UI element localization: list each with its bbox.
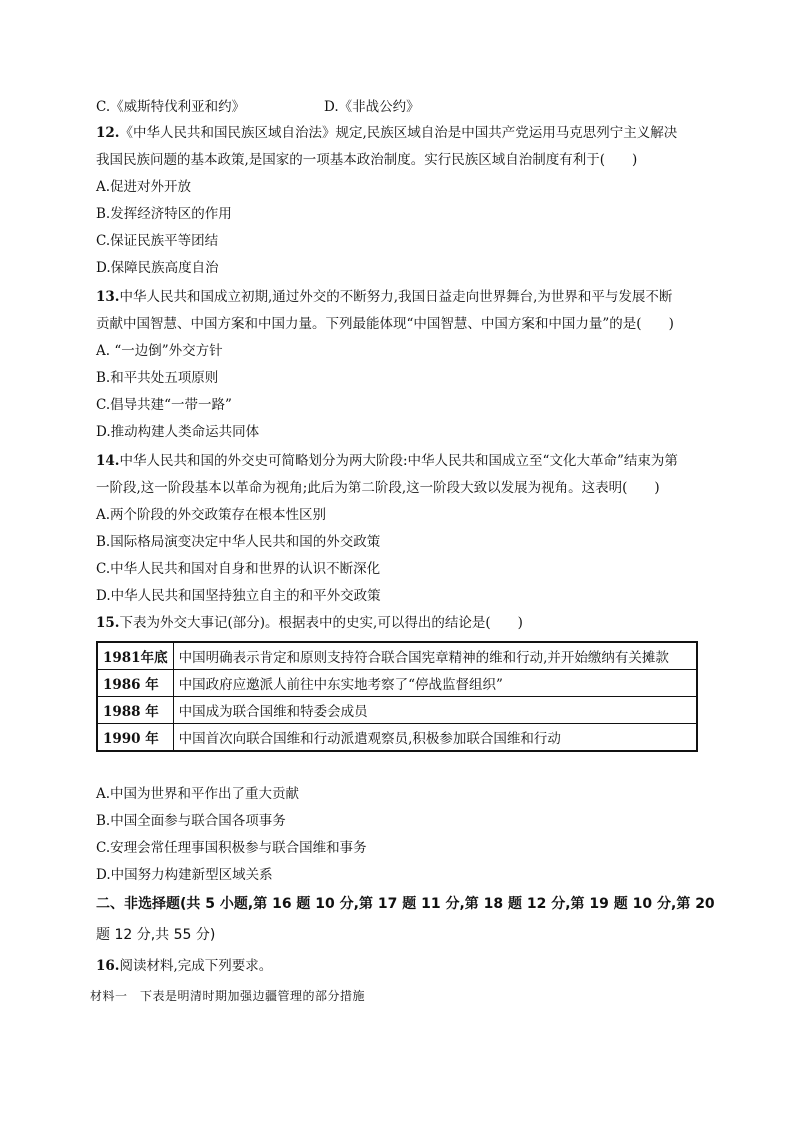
q14-stem-line1 bbox=[96, 452, 678, 470]
table-cell-year: 1986 年 bbox=[97, 670, 173, 697]
q12-number: 12. bbox=[96, 125, 120, 141]
q16-stem-text1: 阅读材料,完成下列要求。 bbox=[119, 958, 273, 974]
table-row bbox=[97, 642, 697, 670]
q13-stem-text1: 中华人民共和国成立初期,通过外交的不断努力,我国日益走向世界舞台,为世界和平与发展不断 bbox=[119, 289, 673, 305]
q14-option-a: A.两个阶段的外交政策存在根本性区别 bbox=[96, 507, 327, 523]
q14-number: 14. bbox=[96, 453, 120, 469]
q15-stem-text1: 下表为外交大事记(部分)。根据表中的史实,可以得出的结论是( ) bbox=[119, 615, 523, 631]
section2-heading-line1: 二、非选择题(共 5 小题,第 16 题 10 分,第 17 题 11 分,第 18 题 12 分,第 19 题 10 分,第 20 bbox=[96, 896, 715, 912]
q12-option-d: D.保障民族高度自治 bbox=[96, 260, 219, 276]
q16-material1-caption: 材料一 下表是明清时期加强边疆管理的部分措施 bbox=[90, 989, 366, 1003]
q15-number: 15. bbox=[96, 615, 120, 631]
table-cell-event: 中国成为联合国维和特委会成员 bbox=[173, 697, 697, 724]
table-row bbox=[97, 670, 697, 697]
q14-option-c: C.中华人民共和国对自身和世界的认识不断深化 bbox=[96, 561, 381, 577]
diplomatic-events-table bbox=[96, 641, 698, 752]
q14-option-b: B.国际格局演变决定中华人民共和国的外交政策 bbox=[96, 534, 381, 550]
table-cell-event: 中国政府应邀派人前往中东实地考察了“停战监督组织” bbox=[173, 670, 697, 697]
q14-stem-line2: 一阶段,这一阶段基本以革命为视角;此后为第二阶段,这一阶段大致以发展为视角。这表明( ) bbox=[96, 480, 660, 496]
q13-option-b: B.和平共处五项原则 bbox=[96, 370, 219, 386]
section2-heading-line2: 题 12 分,共 55 分) bbox=[96, 927, 216, 943]
q15-option-b: B.中国全面参与联合国各项事务 bbox=[96, 813, 286, 829]
option-d: D.《非战公约》 bbox=[324, 99, 420, 115]
q12-option-b: B.发挥经济特区的作用 bbox=[96, 206, 232, 222]
q16-stem-line1 bbox=[96, 957, 272, 975]
q13-option-d: D.推动构建人类命运共同体 bbox=[96, 424, 260, 440]
table-cell-year: 1981年底 bbox=[97, 642, 173, 670]
q12-option-c: C.保证民族平等团结 bbox=[96, 233, 219, 249]
q12-option-a: A.促进对外开放 bbox=[96, 179, 192, 195]
q13-option-a: A. “一边倒”外交方针 bbox=[96, 343, 223, 359]
q15-option-a: A.中国为世界和平作出了重大贡献 bbox=[96, 786, 300, 802]
option-c: C.《威斯特伐利亚和约》 bbox=[96, 99, 246, 115]
table-cell-event: 中国明确表示肯定和原则支持符合联合国宪章精神的维和行动,并开始缴纳有关摊款 bbox=[173, 642, 697, 670]
q16-number: 16. bbox=[96, 958, 120, 974]
prev-question-options bbox=[96, 95, 420, 115]
table-cell-year: 1988 年 bbox=[97, 697, 173, 724]
q15-option-c: C.安理会常任理事国积极参与联合国维和事务 bbox=[96, 840, 367, 856]
q14-option-d: D.中华人民共和国坚持独立自主的和平外交政策 bbox=[96, 588, 381, 604]
table-cell-year: 1990 年 bbox=[97, 724, 173, 752]
table-cell-event: 中国首次向联合国维和行动派遣观察员,积极参加联合国维和行动 bbox=[173, 724, 697, 752]
q13-stem-line2: 贡献中国智慧、中国方案和中国力量。下列最能体现“中国智慧、中国方案和中国力量”的是( ) bbox=[96, 316, 674, 332]
q12-stem-line2: 我国民族问题的基本政策,是国家的一项基本政治制度。实行民族区域自治制度有利于( ) bbox=[96, 152, 638, 168]
q13-option-c: C.倡导共建“一带一路” bbox=[96, 397, 232, 413]
table-row bbox=[97, 724, 697, 752]
q15-option-d: D.中国努力构建新型区域关系 bbox=[96, 867, 273, 883]
q12-stem-text1: 《中华人民共和国民族区域自治法》规定,民族区域自治是中国共产党运用马克思列宁主义解决 bbox=[119, 125, 678, 141]
q12-stem-line1 bbox=[96, 124, 677, 142]
q15-stem-line1 bbox=[96, 614, 523, 632]
q14-stem-text1: 中华人民共和国的外交史可简略划分为两大阶段:中华人民共和国成立至“文化大革命”结束为第 bbox=[119, 453, 678, 469]
q13-number: 13. bbox=[96, 289, 120, 305]
q13-stem-line1 bbox=[96, 288, 672, 306]
table-row bbox=[97, 697, 697, 724]
